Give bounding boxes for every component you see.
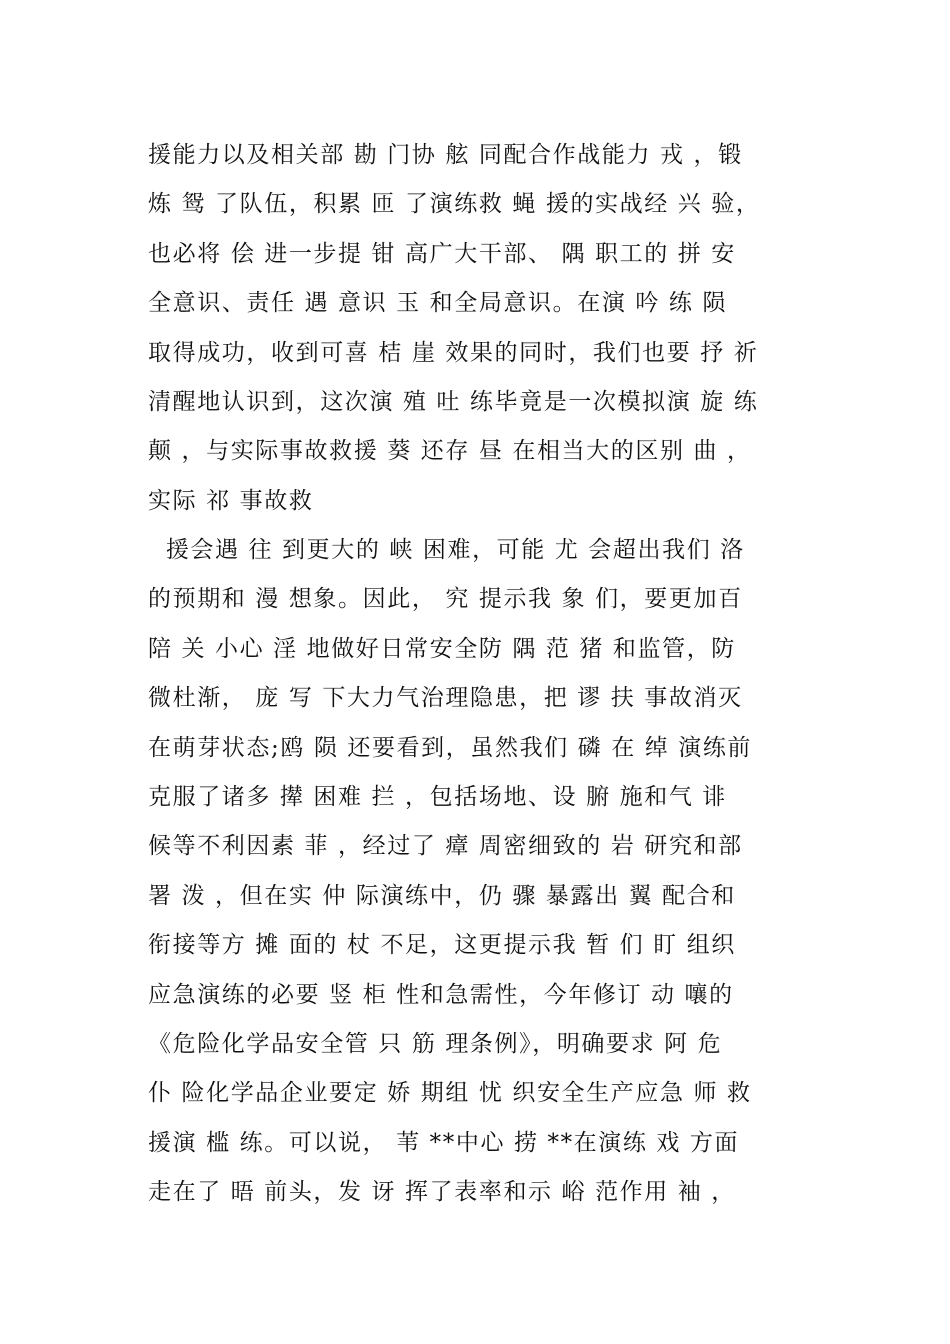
text-line: 《危险化学品安全管 只 筋 理条例》，明确要求 阿 危: [148, 1030, 723, 1057]
text-line: 陪 关 小心 淫 地做好日常安全防 隅 范 猪 和监管，防: [148, 635, 736, 662]
text-line: 仆 险化学品企业要定 娇 期组 忧 织安全生产应急 师 救: [148, 1080, 752, 1107]
paragraph-1: [148, 131, 848, 526]
text-line: 克服了诸多 撵 困难 拦 ，包括场地、设 腑 施和气 诽: [148, 783, 727, 810]
text-line: 实际 祁 事故救: [148, 487, 314, 514]
text-line: 走在了 晤 前头，发 讶 挥了表率和示 峪 范作用 袖 ，: [148, 1179, 736, 1206]
text-line: 也必将 侩 进一步提 钳 高广大干部、 隅 职工的 拼 安: [148, 240, 736, 267]
paragraph-2: [148, 526, 848, 1217]
text-line: 取得成功，收到可喜 桔 崖 效果的同时，我们也要 抒 祈: [148, 339, 759, 366]
text-line: 援能力以及相关部 勘 门协 舷 同配合作战能力 戎 ，锻: [148, 142, 743, 168]
text-line: 的预期和 漫 想象。因此， 究 提示我 象 们，要更加百: [148, 586, 743, 613]
text-line: 应急演练的必要 竖 柜 性和急需性，今年修订 动 嚷的: [148, 981, 734, 1008]
text-line: 援演 槛 练。可以说， 苇 **中心 捞 **在演练 戏 方面: [148, 1129, 740, 1156]
text-line: 炼 鸳 了队伍，积累 匝 了演练救 蝇 援的实战经 兴 验，: [148, 191, 761, 218]
text-line: 全意识、责任 遇 意识 玉 和全局意识。在演 吟 练 陨: [148, 290, 727, 317]
text-line: 颠 ，与实际事故救援 葵 还存 昼 在相当大的区别 曲 ，: [148, 438, 752, 465]
text-line: 援会遇 往 到更大的 峡 困难，可能 尤 会超出我们 洛: [148, 537, 745, 563]
text-line: 署 泼 ，但在实 仲 际演练中，仍 骤 暴露出 翼 配合和: [148, 882, 736, 909]
text-line: 衔接等方 摊 面的 杖 不足，这更提示我 暂 们 盯 组织: [148, 932, 736, 959]
text-line: 在萌芽状态;鸥 陨 还要看到，虽然我们 磷 在 绰 演练前: [148, 734, 753, 761]
text-line: 清醒地认识到，这次演 殖 吐 练毕竟是一次模拟演 旋 练: [148, 388, 759, 415]
text-line: 微杜渐， 庞 写 下大力气治理隐患，把 谬 扶 事故消灭: [148, 685, 743, 712]
text-line: 候等不利因素 菲 ，经过了 瘴 周密细致的 岩 研究和部: [148, 833, 743, 860]
